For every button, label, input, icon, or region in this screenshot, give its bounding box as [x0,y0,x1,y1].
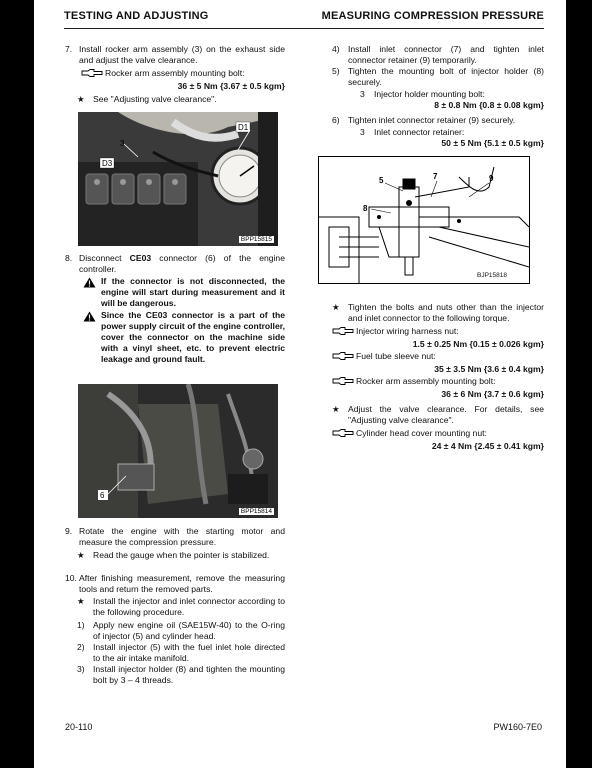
torque-spec-cover-nut: Cylinder head cover mounting nut: 24 ± 4 Nm {2.45 ± 0.41 kgm} [332,428,544,452]
wrench-icon [332,352,354,361]
wrench-icon [332,377,354,386]
note-read-gauge: ★ Read the gauge when the pointer is stabilized. [77,550,270,560]
substep-1: 1) Apply new engine oil (SAE15W-40) to the O-ring of injector (5) and cylinder head. [77,620,285,641]
step-9: 9. Rotate the engine with the starting motor and measure the compression pressure. [65,526,285,547]
note-install-injector: ★ Install the injector and inlet connector according to the following procedure. [77,596,285,617]
injector-drawing [319,157,529,283]
torque-spec-rocker-arm: Rocker arm assembly mounting bolt: 36 ± 5 Nm {3.67 ± 0.5 kgm} [65,68,285,92]
svg-text:6: 6 [100,491,105,500]
injector-diagram [318,156,530,284]
photo-code: BPP15814 [240,508,272,515]
left-column-lower [65,526,285,686]
model-code: PW160-7E0 [493,722,542,732]
photo-code: BPP15815 [240,236,272,243]
page-number: 20-110 [65,722,93,732]
section-title: TESTING AND ADJUSTING [64,10,209,22]
warning-icon [83,277,96,288]
step-10: 10. After finishing measurement, remove the measuring tools and return the removed parts. [65,573,285,594]
svg-text:8: 8 [363,204,368,213]
substep-2: 2) Install injector (5) with the fuel inlet hole directed to the air intake manifold. [77,642,285,663]
substep-5: 5) Tighten the mounting bolt of injector holder (8) securely. [332,66,544,87]
warning-icon [83,311,96,322]
torque-spec-injector-holder: 3 Injector holder mounting bolt: 8 ± 0.8 Nm {0.8 ± 0.08 kgm} [360,89,544,110]
substep-3: 3) Install injector holder (8) and tighten the mounting bolt by 3 – 4 threads. [77,664,285,685]
diagram-code: BJP15818 [477,272,507,279]
warning-disconnect: If the connector is not disconnected, the engine will start during measurement and it will be dangerous. [65,276,285,309]
right-column [332,44,544,150]
warning-power-supply: Since the CE03 connector is a part of the power supply circuit of the engine controller, cover the connector on the machine side with a vinyl sheet, etc. to prevent electric leakage and ground fault. [65,310,285,365]
substep-4: 4) Install inlet connector (7) and tighten inlet connector retainer (9) temporarily. [332,44,544,65]
right-column-lower [332,300,544,453]
photo-ce03-connector [78,384,278,518]
svg-text:9: 9 [489,174,494,183]
svg-text:3: 3 [120,139,125,148]
controller-photo-image [78,384,278,518]
note-tighten-other: ★ Tighten the bolts and nuts other than the injector and inlet connector to the following torque. [332,302,544,323]
header-rule [64,28,544,29]
step-8: 8. Disconnect CE03 connector (6) of the engine controller. [65,253,285,274]
photo-gauge-installation [78,112,278,246]
svg-text:5: 5 [379,176,384,185]
manual-page [34,0,566,768]
torque-spec-inlet-retainer: 3 Inlet connector retainer: 50 ± 5 Nm {5.1 ± 0.5 kgm} [360,127,544,148]
note-adjusting-valve: ★ See "Adjusting valve clearance". [77,94,217,104]
step-7: 7. Install rocker arm assembly (3) on the exhaust side and adjust the valve clearance. [65,44,285,65]
svg-text:7: 7 [433,172,438,181]
svg-text:D3: D3 [102,159,113,168]
topic-title: MEASURING COMPRESSION PRESSURE [321,10,544,22]
note-adjust-valve: ★ Adjust the valve clearance. For details, see "Adjusting valve clearance". [332,404,544,425]
substep-6: 6) Tighten inlet connector retainer (9) securely. [332,115,516,125]
wrench-icon [332,327,354,336]
torque-spec-wiring-nut: Injector wiring harness nut: 1.5 ± 0.25 Nm {0.15 ± 0.026 kgm} [332,326,544,350]
wrench-icon [81,69,103,78]
engine-photo-image [78,112,278,246]
svg-text:D1: D1 [238,123,249,132]
torque-spec-sleeve-nut: Fuel tube sleeve nut: 35 ± 3.5 Nm {3.6 ± 0.4 kgm} [332,351,544,375]
torque-spec-rocker-arm-2: Rocker arm assembly mounting bolt: 36 ± 6 Nm {3.7 ± 0.6 kgm} [332,376,544,400]
wrench-icon [332,429,354,438]
